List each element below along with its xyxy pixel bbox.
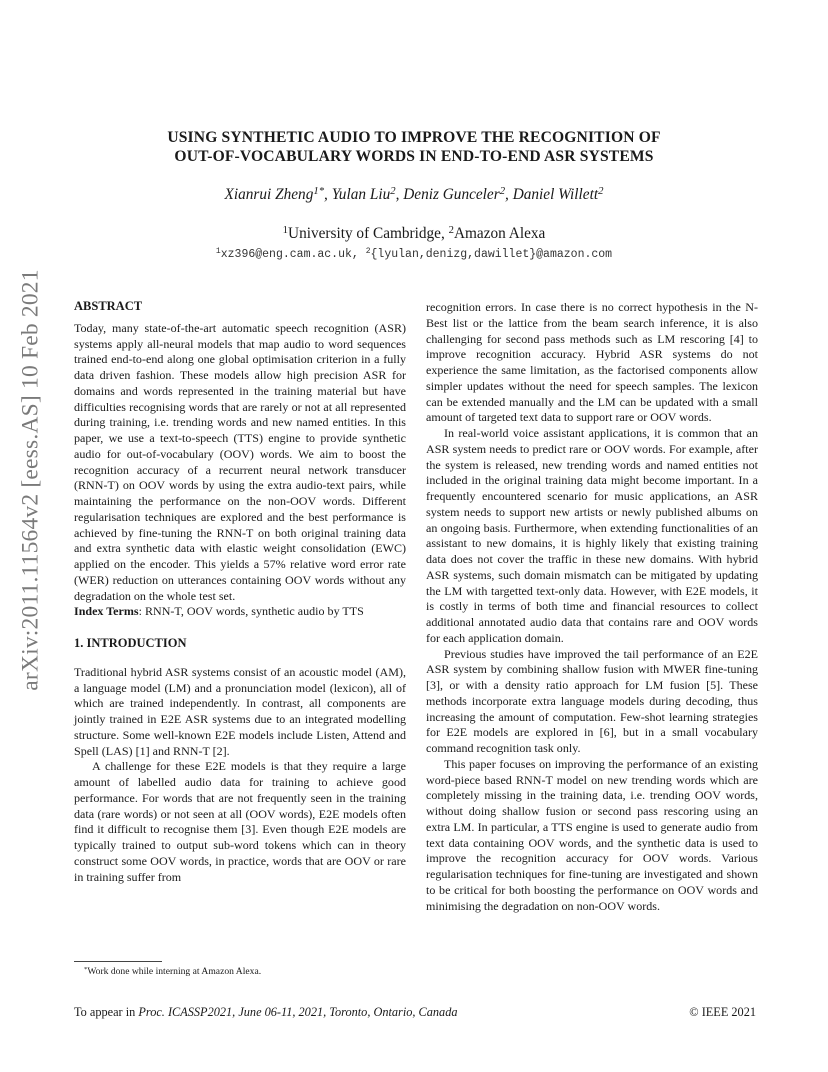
intro-paragraph-3: recognition errors. In case there is no correct hypothesis in the N-Best list or the lattice from the beam search inference, it is also challenging for second pass methods such as LM rescoring [4] to improve recognition accuracy. Hybrid ASR systems do not experience the same limitation, as the factorised components allow simpler updates without the need for speech samples. The lexicon can be extended manually and the LM can be updated with a small amount of targeted text data to support rare or OOV words. [426,300,758,425]
title-line-1: USING SYNTHETIC AUDIO TO IMPROVE THE RECOGNITION OF [167,129,661,146]
author-3: Deniz Gunceler$^2$, [403,185,513,203]
footnote: *Work done while interning at Amazon Alexa. [84,965,262,977]
arxiv-id-text: arXiv:2011.11564v2 [eess.AS] 10 Feb 2021 [17,269,44,691]
right-column [426,300,758,914]
author-2: Yulan Liu$^2$, [331,185,404,203]
affiliation-2: Amazon Alexa [453,225,546,242]
author-list [72,186,756,204]
email-2: {lyulan,denizg,dawillet}@amazon.com [370,248,613,261]
author-emails: $^1$xz396@eng.cam.ac.uk, $^2${lyulan,denizg,dawillet}@amazon.com [215,247,613,261]
intro-paragraph-4: In real-world voice assistant applications, it is common that an ASR system needs to predict rare or OOV words. For example, after the system is released, new trending words and named entities not included in the original training data might become important. In a frequently encountered scenario for music applications, an ASR system needs to support new artists or newly published albums on an ongoing basis. Furthermore, when extending functionalities of an assistant to new domains, it is highly likely that existing training data does not cover the traffic in these new domains. With hybrid ASR systems, such domain mismatch can be mitigated by updating the LM with targetted text-only data. However, with E2E models, it is costly in terms of both time and financial resources to collect additional annotated audio data that contains rare and OOV words for each application domain. [426,426,758,645]
email-1: xz396@eng.cam.ac.uk, [220,248,366,261]
affiliation-1: University of Cambridge, [288,225,449,242]
left-column [74,299,406,885]
intro-paragraph-6: This paper focuses on improving the performance of an existing word-piece based RNN-T model on new trending words which are completely missing in the training data, i.e. trending OOV words, without doing shallow fusion or second pass rescoring using an extra LM. In particular, a TTS engine is used to generate audio from text data containing OOV words, and the synthetic data is used to improve the recognition accuracy for OOV words. Various regularisation techniques for fine-tuning are investigated and shown to be critical for both boosting the performance on OOV words and minimising the degradation on non-OOV words. [426,756,758,913]
arxiv-identifier [8,269,54,691]
footnote-divider [74,961,162,962]
abstract-heading: ABSTRACT [74,299,143,313]
page-footer [74,1005,756,1020]
affiliations: $^1$University of Cambridge, $^2$Amazon Alexa [282,224,546,242]
abstract-text: Today, many state-of-the-art automatic speech recognition (ASR) systems apply all-neural models that map audio to word sequences trained end-to-end along one global optimisation criterion in a fully data driven fashion. These models allow high precision ASR for domains and words represented in the training material but have difficulties recognising words that are rarely or not at all represented during training, i.e. trending words and new named entities. In this paper, we use a text-to-speech (TTS) engine to provide synthetic audio for out-of-vocabulary (OOV) words. We aim to boost the recognition accuracy of a recurrent neural network transducer (RNN-T) on OOV words by using the extra audio-text pairs, while maintaining the performance on the non-OOV words. Different regularisation techniques are explored and the best performance is achieved by fine-tuning the RNN-T on both original training data and extra synthetic data with elastic weight consolidation (EWC) applied on the encoder. This yields a 57% relative word error rate (WER) reduction on utterances containing OOV words without any degradation on the whole test set. [74,320,406,603]
footer-venue: To appear in Proc. ICASSP2021, June 06-11, 2021, Toronto, Ontario, Canada [74,1005,458,1019]
footer-copyright: © IEEE 2021 [689,1005,756,1019]
title-line-2: OUT-OF-VOCABULARY WORDS IN END-TO-END ASR SYSTEMS [174,148,654,165]
index-terms: Index Terms: RNN-T, OOV words, synthetic audio by TTS [74,604,364,619]
intro-heading: 1. INTRODUCTION [74,636,187,650]
intro-paragraph-5: Previous studies have improved the tail performance of an E2E ASR system by combining shallow fusion with MWER fine-tuning [3], or with a density ratio approach for LM fusion [5]. These methods incorporate extra language models during decoding, thus increasing the amount of computation. Few-shot learning strategies for E2E models are explored in [6], but in a small vocabulary command recognition task only. [426,646,758,755]
author-4: Daniel Willett$^2$ [512,185,604,203]
intro-paragraph-2: A challenge for these E2E models is that they require a large amount of labelled audio data for training to achieve good performance. For words that are not frequently seen in the training data (rare words) or not seen at all (OOV words), E2E models often find it difficult to recognise them [3]. Even though E2E models are typically trained to output sub-word tokens which can in theory construct some OOV words, in practice, words that are OOV or rare in training suffer from [74,759,406,884]
intro-paragraph-1: Traditional hybrid ASR systems consist of an acoustic model (AM), a language model (LM) and a pronunciation model (lexicon), all of which are trained independently. In contrast, all components are jointly trained in E2E ASR systems due to an integrated modelling structure. Some well-known E2E models include Listen, Attend and Spell (LAS) [1] and RNN-T [2]. [74,664,406,758]
paper-title [72,128,756,166]
author-1: Xianrui Zheng$^{1*}$, [224,185,332,203]
